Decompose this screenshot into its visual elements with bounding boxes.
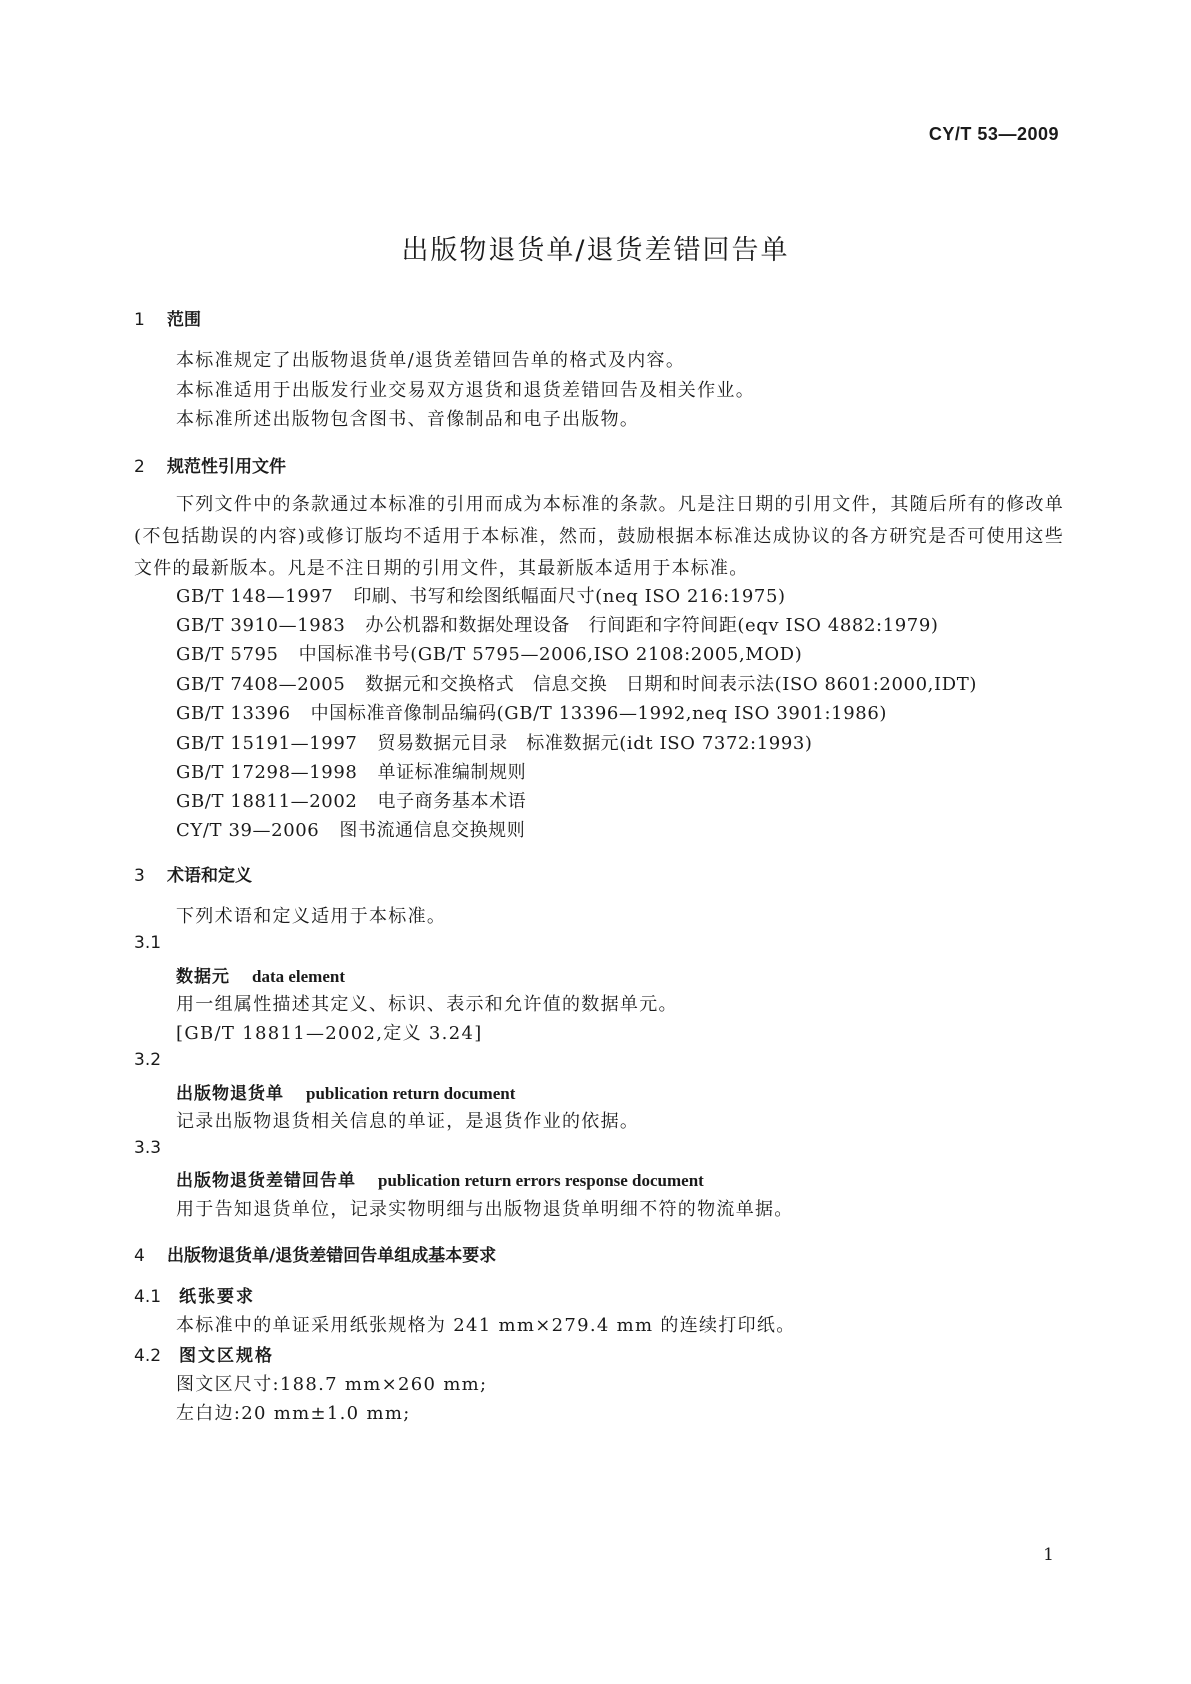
term-heading: 出版物退货差错回告单 publication return errors response document	[176, 1171, 704, 1191]
section-1-para-3: 本标准所述出版物包含图书、音像制品和电子出版物。	[176, 409, 640, 430]
section-3-heading: 3 术语和定义	[134, 866, 252, 886]
section-1-para-2: 本标准适用于出版发行业交易双方退货和退货差错回告及相关作业。	[176, 380, 755, 401]
section-3-intro: 下列术语和定义适用于本标准。	[176, 906, 447, 927]
section-4-heading: 4 出版物退货单/退货差错回告单组成基本要求	[134, 1246, 497, 1266]
term-definition: 用于告知退货单位，记录实物明细与出版物退货单明细不符的物流单据。	[176, 1199, 794, 1220]
term-heading: 数据元 data element	[176, 967, 346, 987]
ref-item: GB/T 148—1997 印刷、书写和绘图纸幅面尺寸(neq ISO 216:1975)	[176, 586, 786, 607]
section-4-2-heading: 4.2 图文区规格	[134, 1346, 274, 1366]
ref-item: GB/T 15191—1997 贸易数据元目录 标准数据元(idt ISO 7372:1993)	[176, 733, 813, 754]
page-title: 出版物退货单/退货差错回告单	[401, 235, 790, 266]
section-2-heading: 2 规范性引用文件	[134, 457, 286, 477]
ref-item: CY/T 39—2006 图书流通信息交换规则	[176, 820, 526, 841]
standard-code: CY/T 53—2009	[928, 124, 1059, 144]
term-definition: 记录出版物退货相关信息的单证，是退货作业的依据。	[176, 1111, 640, 1132]
term-definition: 用一组属性描述其定义、标识、表示和允许值的数据单元。	[176, 994, 678, 1015]
section-1-para-1: 本标准规定了出版物退货单/退货差错回告单的格式及内容。	[176, 350, 686, 371]
section-2-intro: 下列文件中的条款通过本标准的引用而成为本标准的条款。凡是注日期的引用文件，其随后所有的修改单(不包括勘误的内容)或修订版均不适用于本标准，然而，鼓励根据本标准达成协议的各方研究是否可使用这些文件的最新版本。凡是不注日期的引用文件，其最新版本适用于本标准。	[134, 494, 1064, 579]
section-1-heading: 1 范围	[134, 310, 201, 330]
section-4-1-heading: 4.1 纸张要求	[134, 1287, 255, 1307]
term-number: 3.2	[134, 1050, 162, 1070]
page-number: 1	[1043, 1545, 1054, 1565]
section-4-2-line-1: 图文区尺寸:188.7 mm×260 mm;	[176, 1374, 488, 1395]
section-4-1-text: 本标准中的单证采用纸张规格为 241 mm×279.4 mm 的连续打印纸。	[176, 1315, 796, 1336]
term-source: [GB/T 18811—2002,定义 3.24]	[176, 1023, 483, 1044]
section-4-2-line-2: 左白边:20 mm±1.0 mm;	[176, 1403, 411, 1424]
ref-item: GB/T 3910—1983 办公机器和数据处理设备 行间距和字符间距(eqv ISO 4882:1979)	[176, 615, 939, 636]
term-heading: 出版物退货单 publication return document	[176, 1084, 516, 1104]
ref-item: GB/T 18811—2002 电子商务基本术语	[176, 791, 527, 812]
term-number: 3.3	[134, 1138, 162, 1158]
ref-item: GB/T 13396 中国标准音像制品编码(GB/T 13396—1992,neq ISO 3901:1986)	[176, 703, 887, 724]
ref-item: GB/T 5795 中国标准书号(GB/T 5795—2006,ISO 2108:2005,MOD)	[176, 644, 803, 665]
ref-item: GB/T 17298—1998 单证标准编制规则	[176, 762, 527, 783]
ref-item: GB/T 7408—2005 数据元和交换格式 信息交换 日期和时间表示法(ISO 8601:2000,IDT)	[176, 674, 977, 695]
term-number: 3.1	[134, 933, 162, 953]
